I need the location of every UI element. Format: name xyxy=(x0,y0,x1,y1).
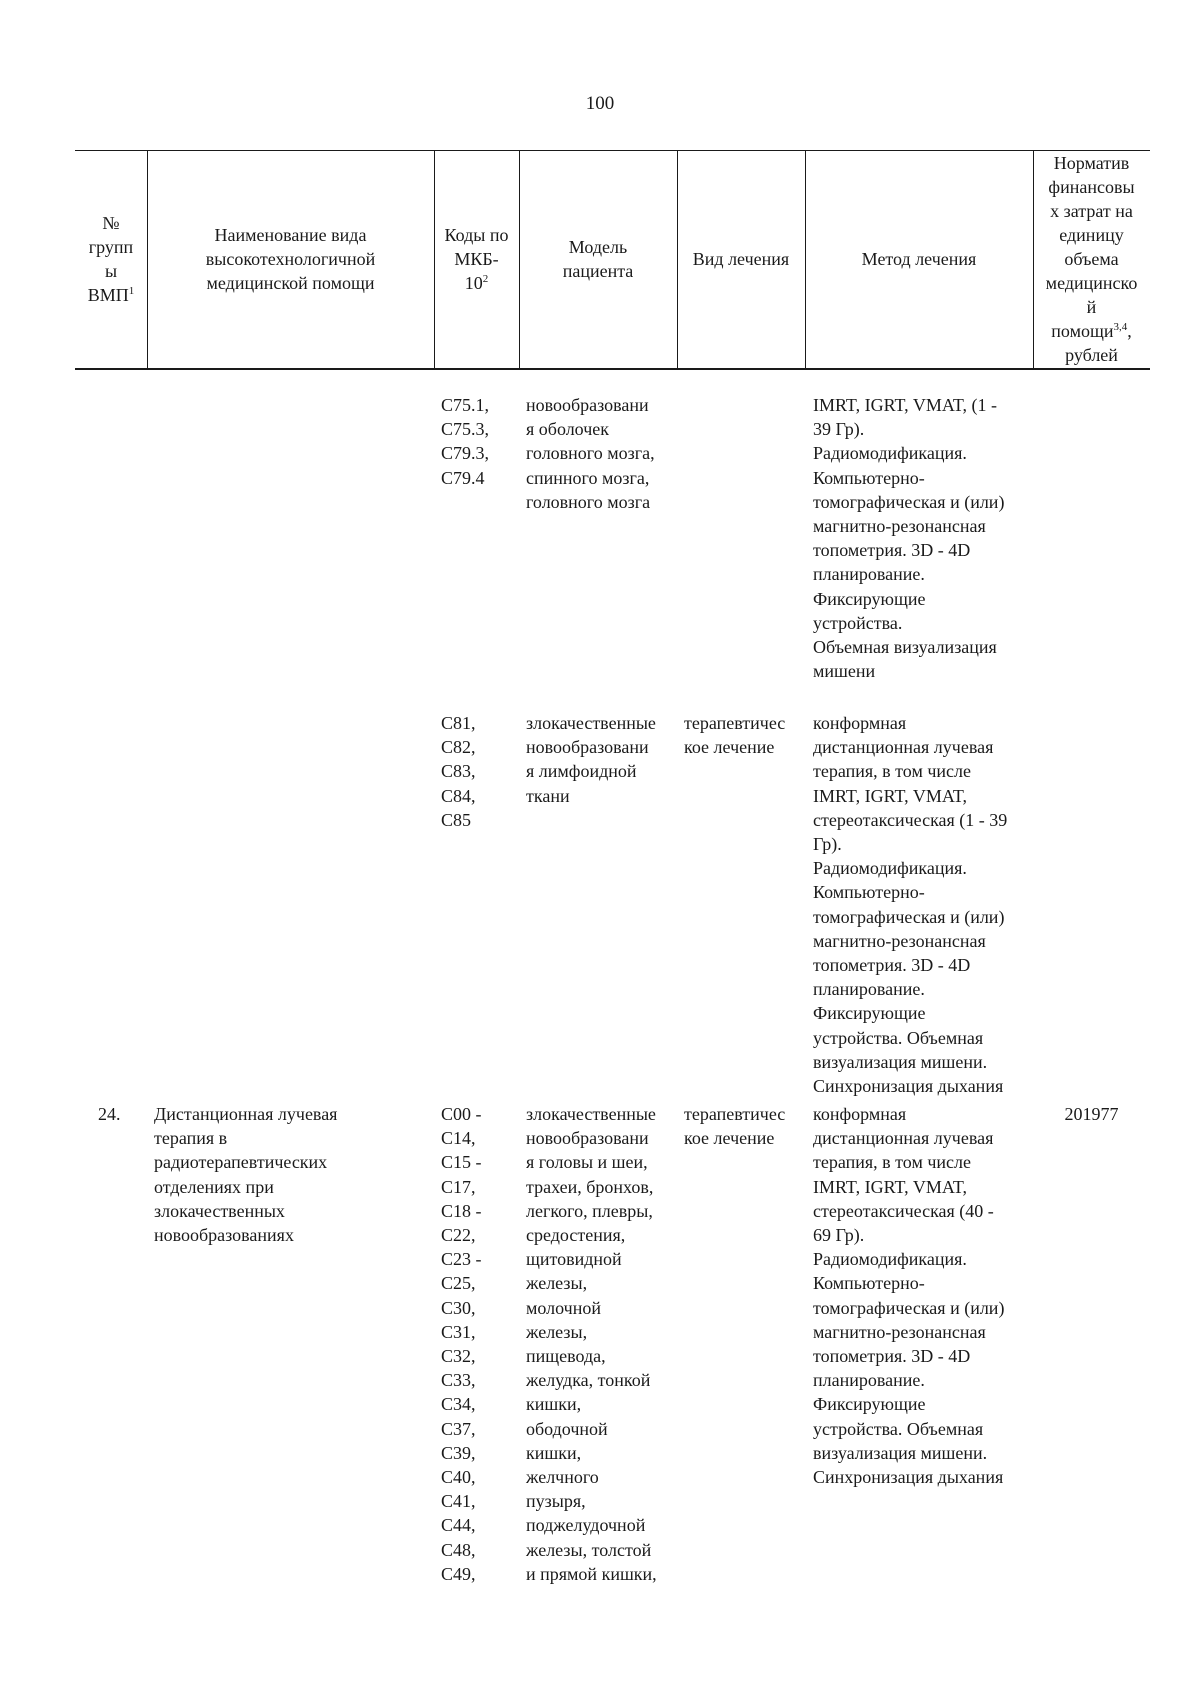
header-patient-model: Модель пациента xyxy=(562,237,634,281)
row-3-treatment-method: конформная дистанционная лучевая терапия, в том числе IMRT, IGRT, VMAT, стереотаксическая (40 - 69 Гр). Радиомодификация. Компьютерно- томографическая и (или) магнитно-резонансная топометрия. 3D - 4D планирование. Фиксирующие устройства. Объемная визуализация мишени. Синхронизация дыхания xyxy=(813,1104,1005,1488)
row-3-treatment-type: терапевтичес кое лечение xyxy=(684,1104,786,1149)
header-icd-codes: Коды по МКБ- $10^2$ xyxy=(444,225,509,293)
header-group-number: № групп ы ВМП$^1$ xyxy=(87,213,135,305)
row-3-care-type-name: Дистанционная лучевая терапия в радиотерапевтических отделениях при злокачественных новообразованиях xyxy=(154,1104,338,1246)
row-2-treatment-method: конформная дистанционная лучевая терапия, в том числе IMRT, IGRT, VMAT, стереотаксическая (1 - 39 Гр). Радиомодификация. Компьютерно- томографическая и (или) магнитно-резонансная топометрия. 3D - 4D планирование. Фиксирующие устройства. Объемная визуализация мишени. Синхронизация дыхания xyxy=(813,713,1008,1097)
row-3-financial-norm: 201977 xyxy=(1064,1104,1119,1124)
header-financial-norm: Норматив финансовы х затрат на единицу объема медицинско й помощи$^{3,4}$, рублей xyxy=(1045,153,1138,365)
row-2-icd-codes: C81, C82, C83, C84, C85 xyxy=(441,713,476,830)
header-bottom-border xyxy=(75,368,1150,370)
row-1-icd-codes: C75.1, C75.3, C79.3, C79.4 xyxy=(441,395,490,488)
row-2-treatment-type: терапевтичес кое лечение xyxy=(684,713,786,758)
page-number: 100 xyxy=(585,93,615,114)
row-2-patient-model: злокачественные новообразовани я лимфоидной ткани xyxy=(526,713,656,806)
header-treatment-type: Вид лечения xyxy=(692,249,790,269)
row-1-patient-model: новообразовани я оболочек головного мозга, спинного мозга, головного мозга xyxy=(526,395,655,512)
row-3-group-number: 24. xyxy=(98,1104,121,1124)
row-3-patient-model: злокачественные новообразовани я головы и шеи, трахеи, бронхов, легкого, плевры, средостения, щитовидной железы, молочной железы, пищевода, желудка, тонкой кишки, ободочной кишки, желчного пузыря, поджелудочной железы, толстой и прямой кишки, xyxy=(526,1104,657,1584)
header-care-type-name: Наименование вида высокотехнологичной медицинской помощи xyxy=(205,225,376,293)
row-3-icd-codes: C00 - C14, C15 - C17, C18 - C22, C23 - C25, C30, C31, C32, C33, C34, C37, C39, C40, C41, C44, C48, C49, xyxy=(441,1104,482,1584)
row-1-treatment-method: IMRT, IGRT, VMAT, (1 - 39 Гр). Радиомодификация. Компьютерно- томографическая и (или) магнитно-резонансная топометрия. 3D - 4D планирование. Фиксирующие устройства. Объемная визуализация мишени xyxy=(813,395,1005,682)
header-treatment-method: Метод лечения xyxy=(861,249,977,269)
